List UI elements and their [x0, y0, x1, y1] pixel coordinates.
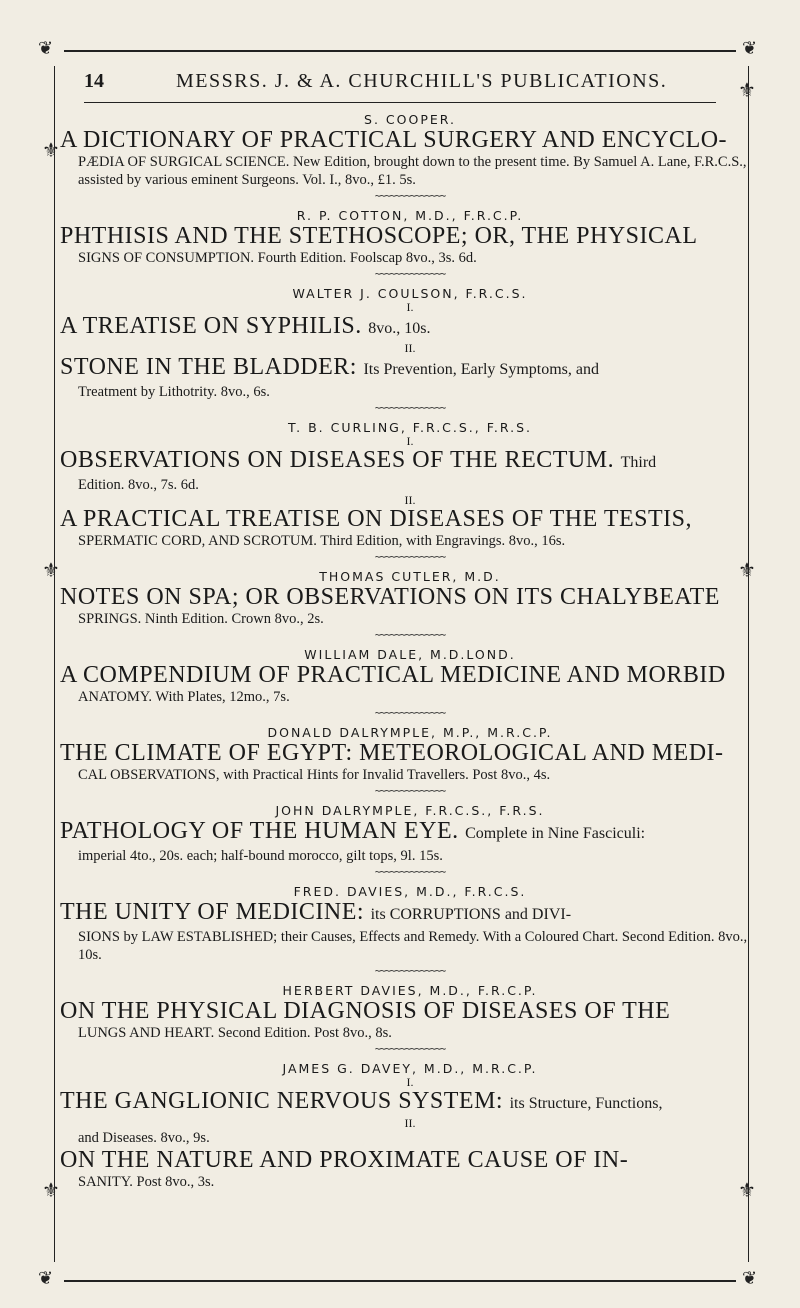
catalogue-entry [60, 884, 760, 977]
catalogue-entry [60, 420, 760, 563]
wavy-separator: ∼∼∼∼∼∼∼∼∼∼∼∼∼∼ [374, 867, 446, 878]
work-title-continuation: Complete in Nine Fasciculi: [465, 825, 646, 842]
header-rule [84, 102, 716, 103]
work-title-text: STONE IN THE BLADDER: [60, 354, 357, 380]
author-name: JAMES G. DAVEY, M.D., M.R.C.P. [282, 1061, 538, 1076]
work-title [60, 998, 760, 1024]
wavy-separator: ∼∼∼∼∼∼∼∼∼∼∼∼∼∼ [374, 269, 446, 280]
catalogue-entry [60, 112, 760, 202]
work-title-continuation: Third [620, 454, 657, 471]
work-title [60, 1147, 760, 1173]
corner-ornament-top-right: ❦ [742, 38, 758, 59]
catalogue-entry [60, 208, 760, 280]
work-description: Edition. 8vo., 7s. 6d. [78, 477, 199, 493]
work-title-text: ON THE NATURE AND PROXIMATE CAUSE OF IN- [60, 1147, 629, 1173]
work-description: SANITY. Post 8vo., 3s. [78, 1174, 215, 1190]
wavy-separator: ∼∼∼∼∼∼∼∼∼∼∼∼∼∼ [374, 552, 446, 563]
work-title-text: A PRACTICAL TREATISE ON DISEASES OF THE TESTIS, [60, 506, 693, 532]
side-ornament-right-1: ⚜ [738, 78, 756, 102]
author-name: T. B. CURLING, F.R.C.S., F.R.S. [287, 420, 533, 435]
author-name: FRED. DAVIES, M.D., F.R.C.S. [293, 884, 527, 899]
wavy-separator: ∼∼∼∼∼∼∼∼∼∼∼∼∼∼ [374, 403, 446, 414]
work-number: I. [406, 434, 414, 448]
work-title [60, 1088, 760, 1117]
wavy-separator: ∼∼∼∼∼∼∼∼∼∼∼∼∼∼ [374, 630, 446, 641]
work-description: SPRINGS. Ninth Edition. Crown 8vo., 2s. [78, 611, 324, 627]
work-title-text: THE GANGLIONIC NERVOUS SYSTEM: [60, 1088, 504, 1114]
work-number: II. [404, 493, 416, 507]
catalogue-entries [60, 112, 760, 1197]
work-title [60, 313, 760, 342]
wavy-separator: ∼∼∼∼∼∼∼∼∼∼∼∼∼∼ [374, 1044, 446, 1055]
catalogue-entry [60, 647, 760, 719]
wavy-separator: ∼∼∼∼∼∼∼∼∼∼∼∼∼∼ [374, 708, 446, 719]
corner-ornament-bottom-left: ❦ [38, 1268, 54, 1289]
work-title-text: NOTES ON SPA; OR OBSERVATIONS ON ITS CHALYBEATE [60, 584, 720, 610]
page-number: 14 [84, 70, 104, 92]
author-name: DONALD DALRYMPLE, M.P., M.R.C.P. [267, 725, 553, 740]
work-title [60, 127, 760, 153]
work-description: SPERMATIC CORD, AND SCROTUM. Third Edition, with Engravings. 8vo., 16s. [78, 533, 566, 549]
wavy-separator: ∼∼∼∼∼∼∼∼∼∼∼∼∼∼ [374, 786, 446, 797]
side-ornament-left-1: ⚜ [42, 138, 60, 162]
work-description: SIGNS OF CONSUMPTION. Fourth Edition. Foolscap 8vo., 3s. 6d. [78, 250, 477, 266]
top-border-rule [64, 50, 736, 52]
work-title-text: A TREATISE ON SYPHILIS. [60, 313, 362, 339]
work-title-continuation: Its Prevention, Early Symptoms, and [363, 361, 599, 378]
work-number: II. [404, 1116, 416, 1130]
work-title [60, 584, 760, 610]
work-number: I. [406, 1075, 414, 1089]
work-title-continuation: its CORRUPTIONS and DIVI- [370, 906, 572, 923]
work-title-text: ON THE PHYSICAL DIAGNOSIS OF DISEASES OF THE [60, 998, 671, 1024]
work-number: I. [406, 300, 414, 314]
catalogue-entry [60, 286, 760, 414]
work-title [60, 662, 760, 688]
work-title-text: THE UNITY OF MEDICINE: [60, 899, 365, 925]
work-title-text: PATHOLOGY OF THE HUMAN EYE. [60, 818, 459, 844]
work-title-continuation: its Structure, Functions, [509, 1095, 663, 1112]
work-title [60, 354, 760, 383]
work-title [60, 818, 760, 847]
catalogue-entry [60, 569, 760, 641]
running-title: MESSRS. J. & A. CHURCHILL'S PUBLICATIONS. [176, 70, 668, 92]
catalogue-entry [60, 803, 760, 878]
work-title-text: THE CLIMATE OF EGYPT: METEOROLOGICAL AND MEDI- [60, 740, 724, 766]
work-description: SIONS by LAW ESTABLISHED; their Causes, Effects and Remedy. With a Coloured Chart. Second Edition. 8vo., 10s. [78, 929, 748, 963]
work-description: and Diseases. 8vo., 9s. [78, 1130, 210, 1146]
work-title [60, 506, 760, 532]
side-ornament-right-2: ⚜ [738, 558, 756, 582]
author-name: WALTER J. COULSON, F.R.C.S. [292, 286, 528, 301]
wavy-separator: ∼∼∼∼∼∼∼∼∼∼∼∼∼∼ [374, 966, 446, 977]
work-title-text: A COMPENDIUM OF PRACTICAL MEDICINE AND MORBID [60, 662, 726, 688]
work-title [60, 223, 760, 249]
side-ornament-left-2: ⚜ [42, 558, 60, 582]
work-description: LUNGS AND HEART. Second Edition. Post 8vo., 8s. [78, 1025, 392, 1041]
side-ornament-left-3: ⚜ [42, 1178, 60, 1202]
corner-ornament-bottom-right: ❦ [742, 1268, 758, 1289]
work-description: CAL OBSERVATIONS, with Practical Hints for Invalid Travellers. Post 8vo., 4s. [78, 767, 551, 783]
wavy-separator: ∼∼∼∼∼∼∼∼∼∼∼∼∼∼ [374, 191, 446, 202]
work-title [60, 740, 760, 766]
work-description: Treatment by Lithotrity. 8vo., 6s. [78, 384, 270, 400]
work-title-text: PHTHISIS AND THE STETHOSCOPE; OR, THE PHYSICAL [60, 223, 698, 249]
catalogue-entry [60, 983, 760, 1055]
author-name: HERBERT DAVIES, M.D., F.R.C.P. [282, 983, 538, 998]
work-description: PÆDIA OF SURGICAL SCIENCE. New Edition, brought down to the present time. By Samuel A. Lane, F.R.C.S., assisted by various eminent Surgeons. Vol. I., 8vo., £1. 5s. [78, 154, 747, 188]
catalogue-entry [60, 1061, 760, 1191]
corner-ornament-top-left: ❦ [38, 38, 54, 59]
author-name: R. P. COTTON, M.D., F.R.C.P. [296, 208, 524, 223]
work-title-text: A DICTIONARY OF PRACTICAL SURGERY AND ENCYCLO- [60, 127, 728, 153]
author-name: JOHN DALRYMPLE, F.R.C.S., F.R.S. [275, 803, 545, 818]
author-name: THOMAS CUTLER, M.D. [319, 569, 501, 584]
left-border-rule [54, 66, 55, 1262]
author-name: S. COOPER. [364, 112, 456, 127]
side-ornament-right-3: ⚜ [738, 1178, 756, 1202]
work-description: ANATOMY. With Plates, 12mo., 7s. [78, 689, 290, 705]
work-title-continuation: 8vo., 10s. [368, 320, 431, 337]
bottom-border-rule [64, 1280, 736, 1282]
work-title [60, 447, 760, 476]
work-title [60, 899, 760, 928]
work-number: II. [404, 341, 416, 355]
author-name: WILLIAM DALE, M.D.LOND. [304, 647, 516, 662]
work-description: imperial 4to., 20s. each; half-bound morocco, gilt tops, 9l. 15s. [78, 848, 443, 864]
work-title-text: OBSERVATIONS ON DISEASES OF THE RECTUM. [60, 447, 615, 473]
catalogue-entry [60, 725, 760, 797]
